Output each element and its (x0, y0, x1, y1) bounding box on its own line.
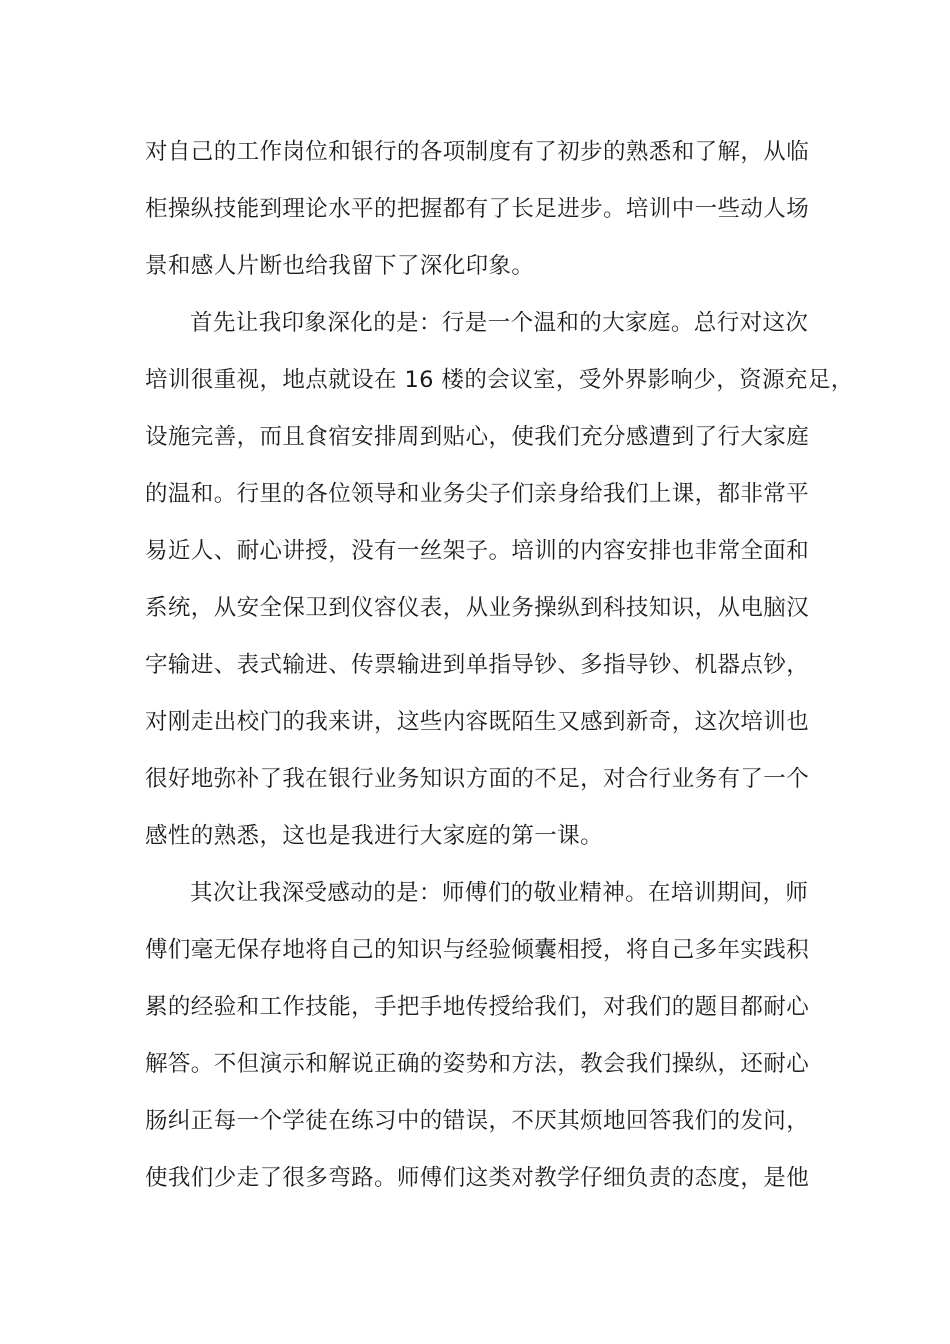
text-line-7: 的温和。行里的各位领导和业务尖子们亲身给我们上课，都非常平 (145, 481, 810, 507)
text-line-14: 其次让我深受感动的是：师傅们的敬业精神。在培训期间，师 (190, 880, 809, 906)
text-line-5: 培训很重视，地点就设在 16 楼的会议室，受外界影响少，资源充足， (145, 367, 854, 393)
text-line-10: 字输进、表式输进、传票输进到单指导钞、多指导钞、机器点钞， (145, 652, 810, 678)
text-line-16: 累的经验和工作技能，手把手地传授给我们，对我们的题目都耐心 (145, 994, 810, 1020)
text-line-3: 景和感人片断也给我留下了深化印象。 (145, 253, 535, 279)
text-line-17: 解答。不但演示和解说正确的姿势和方法，教会我们操纵，还耐心 (145, 1051, 810, 1077)
text-line-8: 易近人、耐心讲授，没有一丝架子。培训的内容安排也非常全面和 (145, 538, 810, 564)
text-line-12: 很好地弥补了我在银行业务知识方面的不足，对合行业务有了一个 (145, 766, 810, 792)
text-line-1: 对自己的工作岗位和银行的各项制度有了初步的熟悉和了解，从临 (145, 139, 810, 165)
text-line-19: 使我们少走了很多弯路。师傅们这类对教学仔细负责的态度，是他 (145, 1165, 810, 1191)
text-line-11: 对刚走出校门的我来讲，这些内容既陌生又感到新奇，这次培训也 (145, 709, 810, 735)
text-line-6: 设施完善，而且食宿安排周到贴心，使我们充分感遭到了行大家庭 (145, 424, 810, 450)
text-line-4: 首先让我印象深化的是：行是一个温和的大家庭。总行对这次 (190, 310, 809, 336)
text-line-9: 系统，从安全保卫到仪容仪表，从业务操纵到科技知识，从电脑汉 (145, 595, 810, 621)
text-line-18: 肠纠正每一个学徒在练习中的错误，不厌其烦地回答我们的发问， (145, 1108, 810, 1134)
text-line-2: 柜操纵技能到理论水平的把握都有了长足进步。培训中一些动人场 (145, 196, 810, 222)
text-line-13: 感性的熟悉，这也是我进行大家庭的第一课。 (145, 823, 604, 849)
text-line-15: 傅们毫无保存地将自己的知识与经验倾囊相授，将自己多年实践积 (145, 937, 810, 963)
